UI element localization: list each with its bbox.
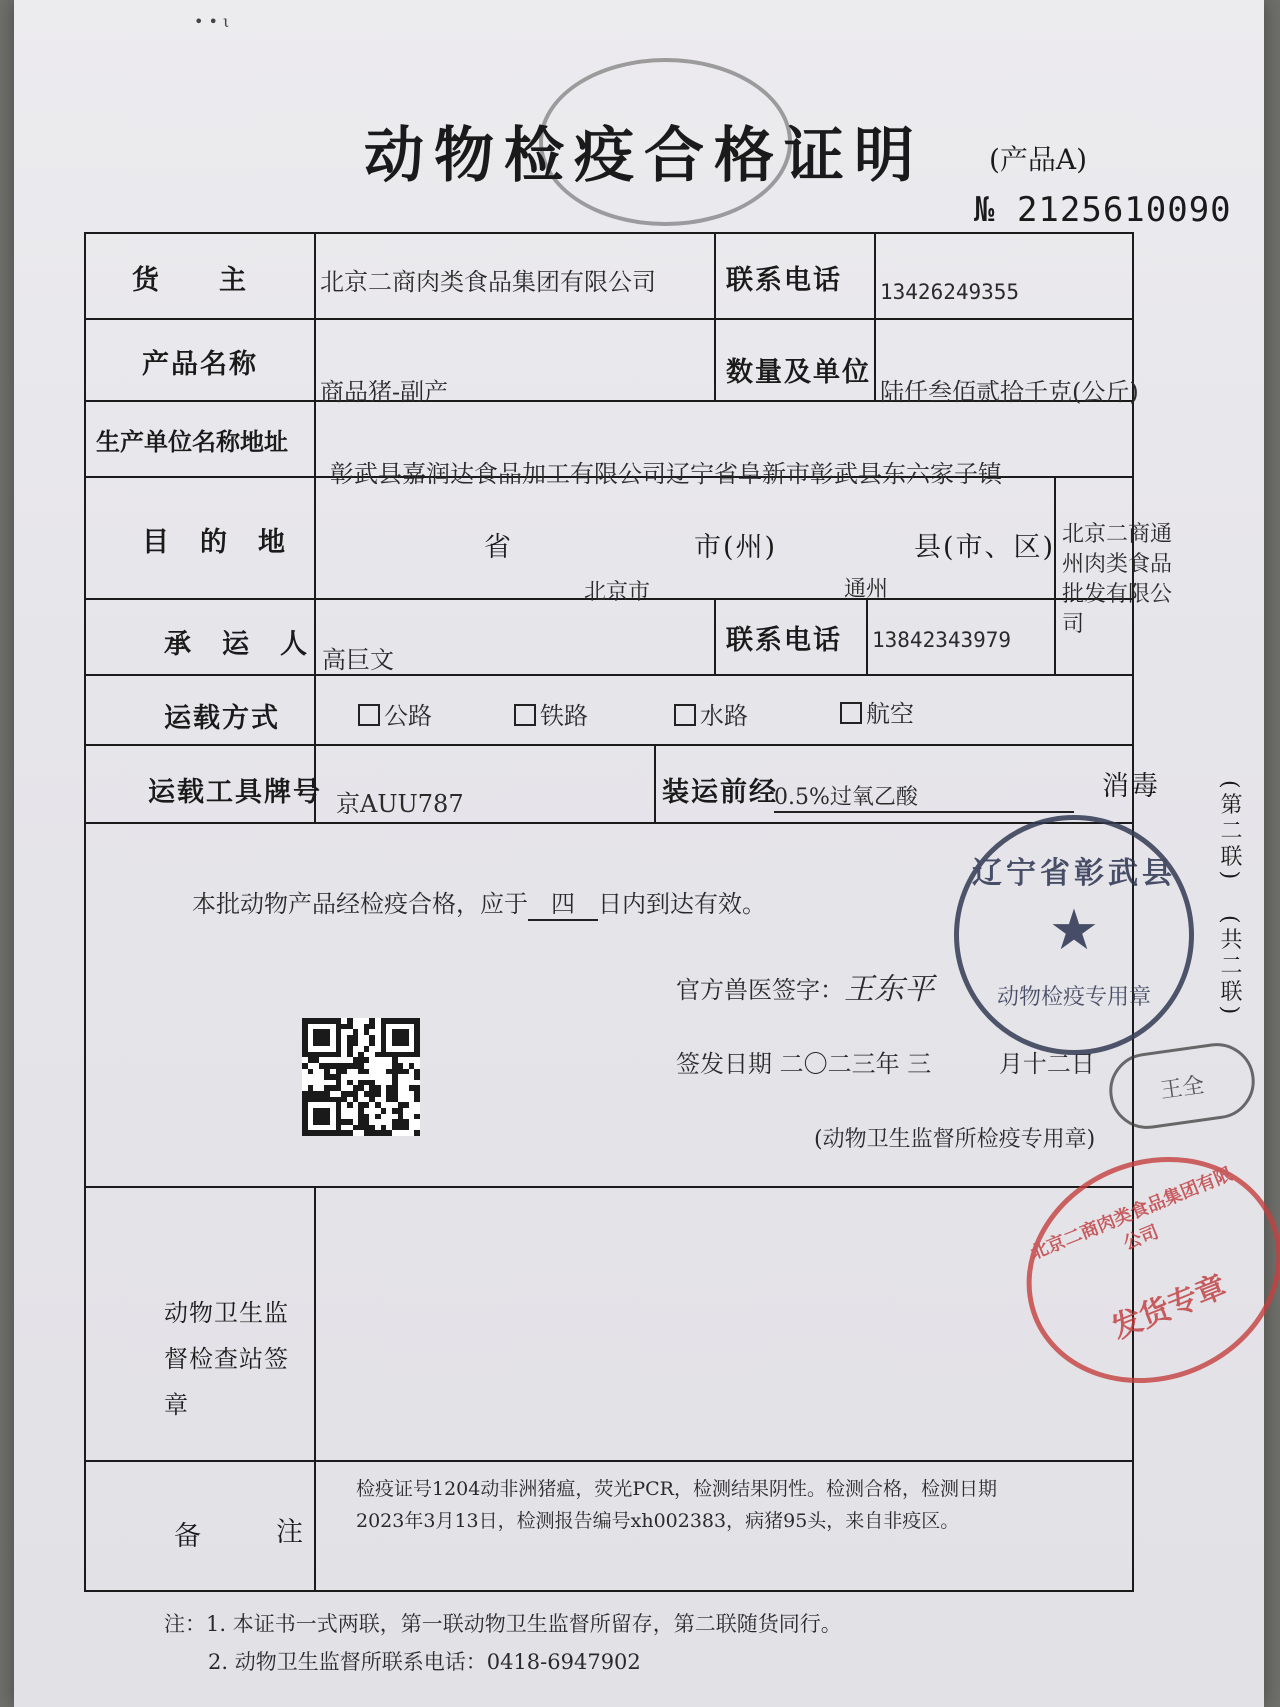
qr-code[interactable] [302, 1018, 420, 1136]
document-subtitle: (产品A) [989, 143, 1088, 176]
transport-water-label: 水路 [700, 702, 748, 730]
copy-total: (共二联) [1217, 915, 1242, 1019]
rail-checkbox[interactable] [514, 704, 536, 726]
transport-road [358, 696, 432, 731]
road-checkbox[interactable] [358, 704, 380, 726]
serial-number: № 2125610090 [974, 190, 1232, 230]
carrier-phone-value: 13842343979 [872, 628, 1012, 652]
validity-days: 四 [528, 884, 598, 921]
validity-statement-a: 本批动物产品经检疫合格，应于 [192, 890, 528, 918]
disinfect-suffix: 消毒 [1102, 771, 1160, 802]
validity-statement [192, 884, 766, 921]
owner-phone-label: 联系电话 [726, 265, 842, 296]
transport-rail [514, 696, 588, 731]
transport-rail-label: 铁路 [540, 702, 588, 730]
carrier-phone-label: 联系电话 [726, 625, 842, 656]
official-seal-text: 辽宁省彰武县 [972, 856, 1176, 891]
disinfect-value: 0.5%过氧乙酸 [774, 780, 1074, 813]
issue-year: 二〇二三 [779, 1050, 876, 1078]
remarks-line-1: 检疫证号1204动非洲猪瘟，荧光PCR，检测结果阴性。检测合格，检测日期 [356, 1478, 997, 1500]
carrier-value: 高巨文 [322, 646, 394, 674]
vehicle-value: 京AUU787 [336, 790, 464, 818]
remarks-label-b: 注 [276, 1517, 305, 1548]
issue-day-unit: 日 [1070, 1050, 1095, 1078]
issue-month: 三 [907, 1050, 932, 1078]
issue-date [676, 1044, 1095, 1079]
shipping-seal [992, 1119, 1280, 1420]
transport-water [674, 696, 748, 731]
certificate-paper [14, 0, 1264, 1707]
issue-month-unit: 月 [998, 1050, 1023, 1078]
quantity-label: 数量及单位 [726, 357, 871, 388]
destination-province-label: 省 [484, 532, 513, 563]
document-title: 动物检疫合格证明 [364, 121, 924, 191]
producer-value: 彰武县嘉润达食品加工有限公司辽宁省阜新市彰武县东六家子镇 [330, 460, 1002, 488]
water-checkbox[interactable] [674, 704, 696, 726]
note-line-2: 2. 动物卫生监督所联系电话：0418-6947902 [208, 1650, 641, 1674]
vehicle-label: 运载工具牌号 [148, 777, 322, 808]
producer-label: 生产单位名称地址 [96, 427, 288, 456]
destination-city-value: 通州 [844, 577, 889, 602]
checkpoint-label: 动物卫生监督检查站签章 [164, 1299, 289, 1419]
transport-label: 运载方式 [164, 703, 280, 734]
issue-date-label: 签发日期 [676, 1050, 772, 1078]
official-seal [954, 815, 1194, 1055]
carrier-label: 承 运 人 [164, 629, 309, 660]
owner-phone-value: 13426249355 [880, 280, 1020, 304]
destination-label: 目 的 地 [142, 527, 287, 558]
vet-signature-label: 官方兽医签字： [676, 976, 844, 1004]
transport-air-label: 航空 [866, 700, 914, 728]
note-line-1: 注：1. 本证书一式两联，第一联动物卫生监督所留存，第二联随货同行。 [164, 1612, 842, 1636]
small-seal-text: 王全 [1158, 1073, 1206, 1104]
air-checkbox[interactable] [840, 702, 862, 724]
product-label: 产品名称 [142, 349, 258, 380]
small-seal [1104, 1038, 1259, 1134]
destination-company: 北京二商通州肉类食品批发有限公司 [1062, 522, 1173, 637]
issue-year-unit: 年 [875, 1050, 900, 1078]
destination-county-label: 县(市、区) [914, 532, 1056, 563]
remarks-line-2: 2023年3月13日，检测报告编号xh002383，病猪95头，来自非疫区。 [356, 1510, 960, 1532]
issue-day: 十二 [1022, 1050, 1071, 1078]
remarks-label-a: 备 [174, 1521, 203, 1552]
copy-number: (第二联) [1217, 780, 1242, 884]
destination-city-label: 市(州) [694, 532, 778, 563]
shipping-seal-inner: 发货专章 [1106, 1268, 1232, 1347]
transport-road-label: 公路 [384, 702, 432, 730]
disinfect-label: 装运前经 [662, 777, 778, 808]
quantity-value: 陆仟叁佰贰拾千克(公斤) [880, 378, 1139, 406]
stamp-note: (动物卫生监督所检疫专用章) [814, 1127, 1096, 1152]
top-mark: • • ι [194, 12, 230, 31]
validity-statement-b: 日内到达有效。 [598, 890, 766, 918]
shipping-seal-text: 北京二商肉类食品集团有限公司 [1027, 1163, 1236, 1265]
vet-signature: 王东平 [844, 972, 934, 1007]
official-seal-inner: 动物检疫专用章 [996, 985, 1151, 1010]
owner-value: 北京二商肉类食品集团有限公司 [320, 268, 656, 296]
star-icon: ★ [1048, 898, 1100, 963]
owner-label: 货 主 [132, 265, 248, 296]
transport-air [840, 694, 914, 729]
destination-province-value: 北京市 [584, 580, 651, 605]
product-value: 商品猪-副产 [320, 378, 449, 406]
